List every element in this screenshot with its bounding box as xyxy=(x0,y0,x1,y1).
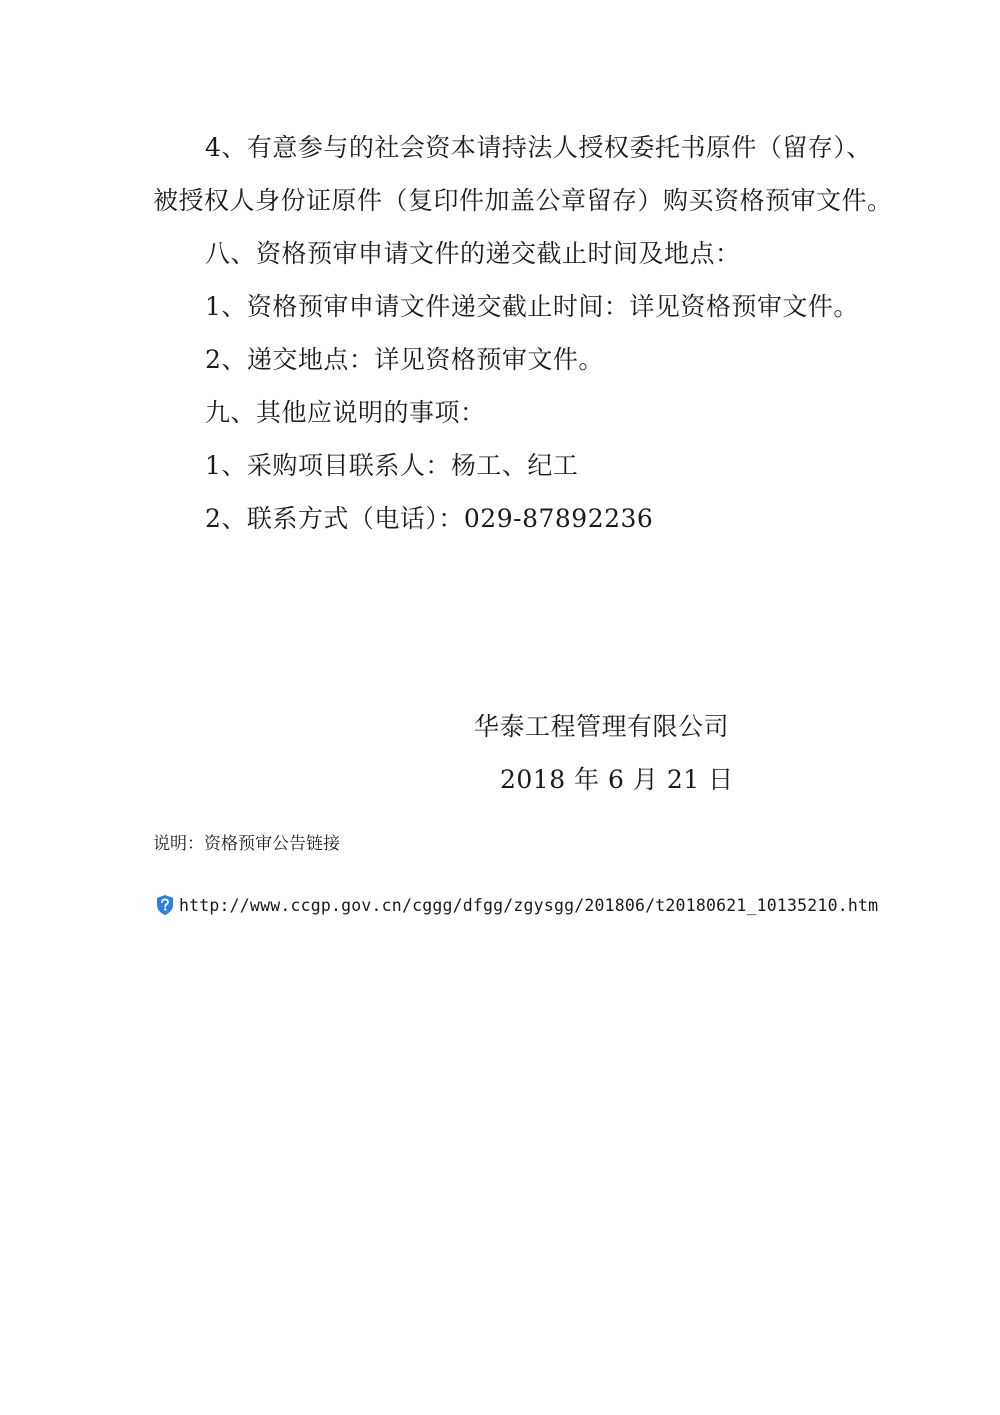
announcement-link[interactable] xyxy=(155,891,878,919)
paragraph-line: 2、递交地点：详见资格预审文件。 xyxy=(205,345,604,374)
paragraph-line: 1、资格预审申请文件递交截止时间：详见资格预审文件。 xyxy=(205,292,859,321)
contact-person: 1、采购项目联系人：杨工、纪工 xyxy=(205,451,579,480)
link-url[interactable]: http://www.ccgp.gov.cn/cggg/dfgg/zgysgg/201806/t20180621_10135210.htm xyxy=(179,895,879,915)
shield-question-icon xyxy=(155,894,175,916)
paragraph-line: 4、有意参与的社会资本请持法人授权委托书原件（留存）、 xyxy=(205,133,872,162)
company-name: 华泰工程管理有限公司 xyxy=(474,712,730,741)
contact-phone: 2、联系方式（电话）：029-87892236 xyxy=(205,504,654,533)
paragraph-line: 被授权人身份证原件（复印件加盖公章留存）购买资格预审文件。 xyxy=(153,186,893,215)
section-heading: 九、其他应说明的事项： xyxy=(205,398,486,427)
signature-date: 2018 年 6 月 21 日 xyxy=(500,765,734,794)
section-heading: 八、资格预审申请文件的递交截止时间及地点： xyxy=(205,239,741,268)
note-label: 说明：资格预审公告链接 xyxy=(153,834,340,854)
